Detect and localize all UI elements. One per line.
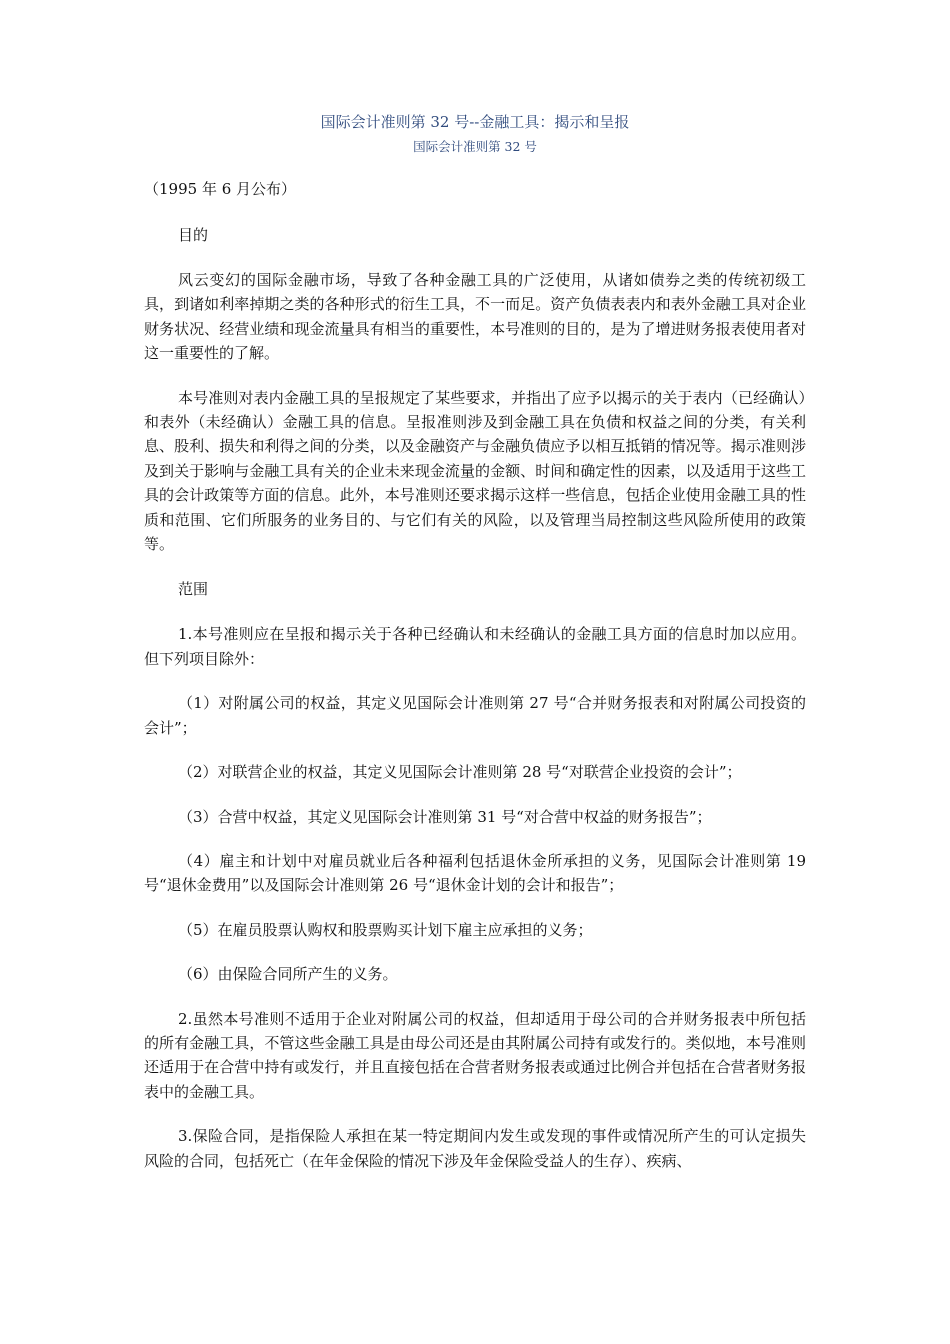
exclusion-item-3: （3）合营中权益，其定义见国际会计准则第 31 号“对合营中权益的财务报告”；	[178, 807, 712, 826]
scope-paragraph-3: 3.保险合同，是指保险人承担在某一特定期间内发生或发现的事件或情况所产生的可认定损失风险的合同，包括死亡（在年金保险的情况下涉及年金保险受益人的生存）、疾病、	[144, 1127, 806, 1170]
exclusion-item-5: （5）在雇员股票认购权和股票购买计划下雇主应承担的义务；	[178, 920, 593, 939]
document-subtitle: 国际会计准则第 32 号	[413, 139, 537, 154]
scope-heading: 范围	[178, 580, 209, 599]
exclusion-item-6: （6）由保险合同所产生的义务。	[178, 965, 398, 984]
exclusion-item-1: （1）对附属公司的权益，其定义见国际会计准则第 27 号“合并财务报表和对附属公司投资的会计”；	[144, 694, 806, 737]
purpose-paragraph-2: 本号准则对表内金融工具的呈报规定了某些要求，并指出了应予以揭示的关于表内（已经确认）和表外（未经确认）金融工具的信息。呈报准则涉及到金融工具在负债和权益之间的分类，有关利息、股利、损失和利得之间的分类，以及金融资产与金融负债应予以相互抵销的情况等。揭示准则涉及到关于影响与金融工具有关的企业未来现金流量的金额、时间和确定性的因素，以及适用于这些工具的会计政策等方面的信息。此外，本号准则还要求揭示这样一些信息，包括企业使用金融工具的性质和范围、它们所服务的业务目的、与它们有关的风险，以及管理当局控制这些风险所使用的政策等。	[144, 388, 806, 554]
document-title: 国际会计准则第 32 号--金融工具：揭示和呈报	[320, 113, 630, 131]
publication-date: （1995 年 6 月公布）	[144, 180, 297, 198]
purpose-paragraph-1: 风云变幻的国际金融市场，导致了各种金融工具的广泛使用，从诸如债券之类的传统初级工具，到诸如利率掉期之类的各种形式的衍生工具，不一而足。资产负债表表内和表外金融工具对企业财务状况、经营业绩和现金流量具有相当的重要性，本号准则的目的，是为了增进财务报表使用者对这一重要性的了解。	[144, 271, 806, 363]
exclusion-item-2: （2）对联营企业的权益，其定义见国际会计准则第 28 号“对联营企业投资的会计”；	[178, 763, 742, 782]
document-page	[144, 112, 806, 1173]
purpose-heading: 目的	[178, 226, 209, 244]
scope-paragraph-2: 2.虽然本号准则不适用于企业对附属公司的权益，但却适用于母公司的合并财务报表中所包括的所有金融工具，不管这些金融工具是由母公司还是由其附属公司持有或发行的。类似地，本号准则还适用于在合营中持有或发行，并且直接包括在合营者财务报表或通过比例合并包括在合营者财务报表中的金融工具。	[144, 1009, 806, 1101]
scope-paragraph-1: 1.本号准则应在呈报和揭示关于各种已经确认和未经确认的金融工具方面的信息时加以应用。但下列项目除外：	[144, 625, 806, 668]
exclusion-item-4: （4）雇主和计划中对雇员就业后各种福利包括退休金所承担的义务，见国际会计准则第 19 号“退休金费用”以及国际会计准则第 26 号“退休金计划的会计和报告”；	[144, 851, 806, 895]
